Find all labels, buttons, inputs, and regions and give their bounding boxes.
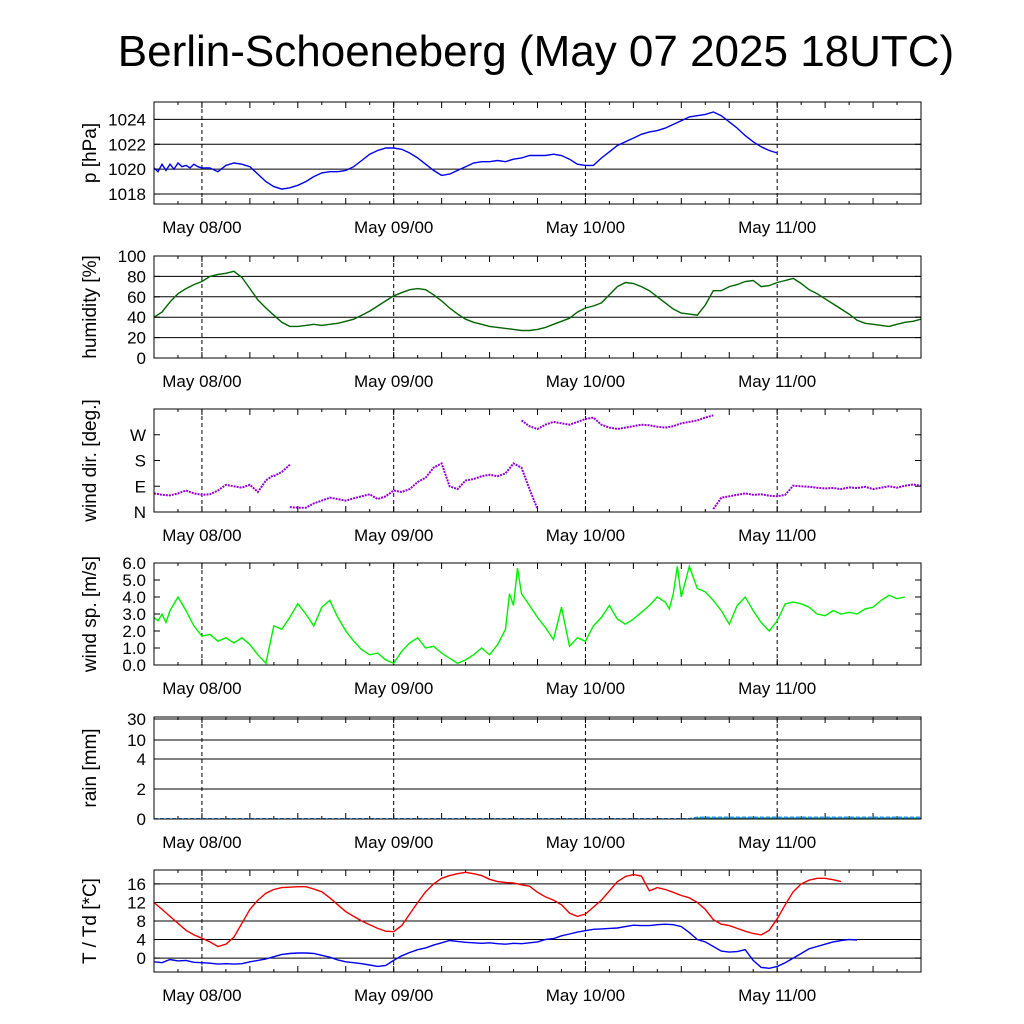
y-tick-label: 1.0 — [122, 639, 146, 658]
series-group — [154, 872, 857, 968]
series-line-wind-direction — [154, 475, 274, 496]
y-tick-label: 3.0 — [122, 605, 146, 624]
y-tick-label: 5.0 — [122, 571, 146, 590]
panel-frame — [154, 256, 921, 358]
y-tick-label: 4.0 — [122, 588, 146, 607]
y-axis-label: p [hPa] — [80, 122, 101, 184]
y-tick-label: 0 — [136, 949, 146, 969]
y-tick-label: 4 — [136, 750, 146, 769]
x-tick-label: May 11/00 — [738, 218, 817, 237]
x-tick-label: May 10/00 — [545, 218, 626, 237]
x-tick-label: May 10/00 — [545, 526, 626, 545]
panel-wind_speed — [80, 554, 921, 698]
panel-rain — [80, 710, 921, 852]
x-tick-label: May 08/00 — [162, 218, 242, 237]
series-group — [154, 566, 905, 663]
x-tick-label: May 09/00 — [353, 218, 434, 237]
x-tick-label: May 11/00 — [738, 372, 817, 391]
series-line-wind-direction — [713, 485, 921, 510]
x-tick-label: May 11/00 — [738, 986, 817, 1005]
x-tick-label: May 09/00 — [353, 986, 434, 1005]
panel-frame — [154, 409, 921, 512]
x-tick-label: May 11/00 — [738, 679, 817, 698]
series-line-p — [154, 112, 777, 189]
panel-wind_direction — [80, 399, 921, 545]
panel-pressure — [80, 102, 921, 237]
x-tick-label: May 11/00 — [738, 526, 817, 545]
x-tick-label: May 10/00 — [545, 986, 626, 1005]
chart-title: Berlin-Schoeneberg (May 07 2025 18UTC) — [117, 27, 955, 76]
y-tick-label: 10 — [127, 731, 146, 750]
series-group — [154, 415, 921, 509]
series-line-wind-direction — [290, 463, 538, 509]
series-line-wind-direction — [274, 465, 290, 476]
y-tick-label: 80 — [127, 267, 146, 287]
x-tick-label: May 09/00 — [353, 372, 434, 391]
y-tick-label: 16 — [127, 874, 146, 894]
series-line-Td — [154, 924, 857, 968]
y-tick-label: 8 — [136, 912, 146, 931]
y-tick-label: N — [133, 503, 146, 522]
series-line-wind-direction — [522, 415, 714, 429]
y-tick-label: W — [129, 425, 146, 445]
y-tick-label: 1024 — [108, 110, 146, 130]
x-tick-label: May 08/00 — [162, 372, 242, 391]
x-tick-label: May 09/00 — [353, 526, 434, 545]
y-tick-label: 4 — [136, 930, 146, 950]
y-tick-label: 12 — [127, 893, 146, 913]
y-tick-label: 60 — [127, 287, 146, 307]
x-tick-label: May 10/00 — [545, 679, 626, 698]
x-tick-label: May 08/00 — [162, 679, 242, 698]
y-axis-label: T / Td [*C] — [80, 878, 101, 964]
y-tick-label: 1022 — [108, 135, 146, 155]
panel-humidity — [80, 247, 921, 391]
y-tick-label: 1020 — [108, 160, 146, 180]
y-tick-label: 100 — [117, 247, 146, 266]
series-line-humidity — [154, 271, 921, 330]
x-tick-label: May 10/00 — [545, 833, 626, 852]
x-tick-label: May 11/00 — [738, 833, 817, 852]
y-axis-label: humidity [%] — [80, 255, 101, 359]
y-tick-label: E — [134, 477, 146, 497]
y-axis-label: rain [mm] — [80, 728, 101, 808]
y-tick-label: 2 — [136, 780, 146, 799]
x-tick-label: May 08/00 — [162, 526, 242, 545]
y-tick-label: 40 — [127, 308, 146, 328]
series-line-wind-speed — [154, 566, 905, 663]
series-group — [154, 271, 921, 330]
y-tick-label: 0 — [136, 349, 146, 368]
y-tick-label: 0.0 — [122, 656, 146, 675]
series-group — [154, 112, 777, 189]
x-tick-label: May 08/00 — [162, 833, 242, 852]
x-tick-label: May 09/00 — [353, 679, 434, 698]
panel-frame — [154, 717, 921, 819]
y-axis-label: wind dir. [deg.] — [80, 399, 101, 522]
y-tick-label: 2.0 — [122, 622, 146, 641]
y-tick-label: 0 — [136, 810, 146, 829]
y-tick-label: 20 — [127, 328, 146, 348]
y-tick-label: 1018 — [108, 185, 146, 205]
x-tick-label: May 10/00 — [545, 372, 626, 391]
y-tick-label: 6.0 — [122, 554, 146, 573]
y-tick-label: S — [134, 451, 146, 471]
x-tick-label: May 09/00 — [353, 833, 434, 852]
y-tick-label: 30 — [127, 710, 146, 729]
x-tick-label: May 08/00 — [162, 986, 242, 1005]
y-axis-label: wind sp. [m/s] — [80, 555, 101, 673]
panel-frame — [154, 102, 921, 204]
panel-temperature — [80, 870, 921, 1005]
